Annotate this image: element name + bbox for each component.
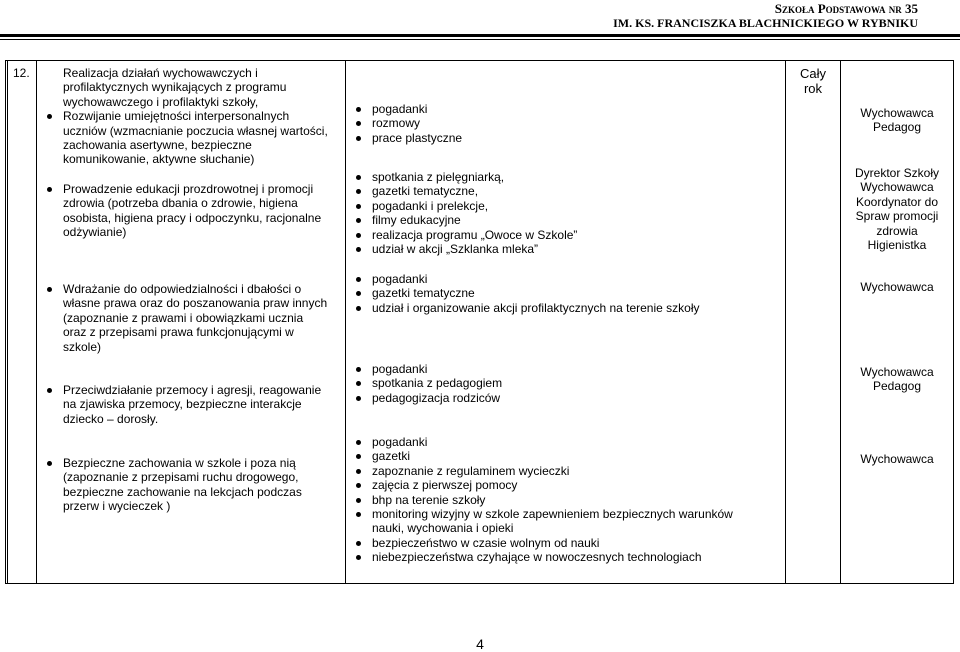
row-number: 12. xyxy=(13,66,30,80)
method-item: udział w akcji „Szklanka mleka” xyxy=(350,242,782,256)
table-border-top xyxy=(5,60,954,61)
method-item: niebezpieczeństwa czyhające w nowoczesnych technologiach xyxy=(350,550,782,564)
header-rule-thick xyxy=(0,34,960,37)
responsible-cell: Wychowawca xyxy=(860,280,934,294)
methods-cell xyxy=(350,102,782,145)
method-item: zajęcia z pierwszej pomocy xyxy=(350,478,782,492)
table-border-left-inner xyxy=(7,60,8,584)
table-border-bottom xyxy=(5,583,954,584)
task-item: Bezpieczne zachowania w szkole i poza nią (zapoznanie z przepisami ruchu drogowego, bezpieczne zachowanie na lekcjach podczas przerw i wycieczek ) xyxy=(41,456,343,514)
tasks-cell xyxy=(41,182,343,240)
method-item: realizacja programu „Owoce w Szkole” xyxy=(350,228,782,242)
method-item: bhp na terenie szkoły xyxy=(350,493,782,507)
methods-cell xyxy=(350,435,782,565)
method-item: prace plastyczne xyxy=(350,131,782,145)
method-item: filmy edukacyjne xyxy=(350,213,782,227)
table-border-left xyxy=(5,60,6,584)
method-item: pogadanki xyxy=(350,272,782,286)
column-divider xyxy=(345,60,346,584)
tasks-intro: Realizacja działań wychowawczych i profilaktycznych wynikających z programu wychowawczego i profilaktyki szkoły, xyxy=(63,66,287,109)
column-divider xyxy=(36,60,37,584)
term-cell: Cały rok xyxy=(799,66,826,96)
method-item: gazetki xyxy=(350,449,782,463)
tasks-cell xyxy=(41,66,343,167)
column-divider xyxy=(840,60,841,584)
methods-cell xyxy=(350,362,782,405)
method-item: spotkania z pedagogiem xyxy=(350,376,782,390)
tasks-cell xyxy=(41,282,343,354)
method-item: bezpieczeństwo w czasie wolnym od nauki xyxy=(350,536,782,550)
header-rule-thin xyxy=(0,39,960,40)
method-item: zapoznanie z regulaminem wycieczki xyxy=(350,464,782,478)
method-item: udział i organizowanie akcji profilaktycznych na terenie szkoły xyxy=(350,301,782,315)
method-item: pogadanki i prelekcje, xyxy=(350,199,782,213)
column-divider xyxy=(785,60,786,584)
school-name: Szkoła Podstawowa nr 35 xyxy=(774,1,918,16)
tasks-cell xyxy=(41,456,343,514)
page-number: 4 xyxy=(476,636,484,652)
method-item: gazetki tematyczne xyxy=(350,286,782,300)
method-item: monitoring wizyjny w szkole zapewnieniem bezpiecznych warunków nauki, wychowania i opieki xyxy=(350,507,782,536)
school-patron: IM. KS. FRANCISZKA BLACHNICKIEGO W RYBNIKU xyxy=(613,16,918,30)
responsible-cell: Dyrektor Szkoły Wychowawca Koordynator do Spraw promocji zdrowia Higienistka xyxy=(854,166,940,253)
task-item: Rozwijanie umiejętności interpersonalnych uczniów (wzmacnianie poczucia własnej wartości, zachowania asertywne, bezpieczne komunikowanie, aktywne słuchanie) xyxy=(41,109,343,167)
method-item: pogadanki xyxy=(350,362,782,376)
method-item: pogadanki xyxy=(350,435,782,449)
responsible-cell: Wychowawca Pedagog xyxy=(860,365,934,394)
method-item: gazetki tematyczne, xyxy=(350,184,782,198)
responsible-cell: Wychowawca xyxy=(860,452,934,466)
methods-cell xyxy=(350,272,782,315)
method-item: pedagogizacja rodziców xyxy=(350,391,782,405)
methods-cell xyxy=(350,170,782,256)
program-table xyxy=(5,60,954,584)
tasks-cell xyxy=(41,383,343,426)
task-item: Wdrażanie do odpowiedzialności i dbałości o własne prawa oraz do poszanowania praw innych (zapoznanie z prawami i obowiązkami ucznia oraz z przepisami prawa funkcjonującymi w szkole) xyxy=(41,282,343,354)
task-item: Prowadzenie edukacji prozdrowotnej i promocji zdrowia (potrzeba dbania o zdrowie, higiena osobista, higiena pracy i odpoczynku, racjonalne odżywianie) xyxy=(41,182,343,240)
task-item: Przeciwdziałanie przemocy i agresji, reagowanie na zjawiska przemocy, bezpieczne interakcje dziecko – dorosły. xyxy=(41,383,343,426)
method-item: rozmowy xyxy=(350,116,782,130)
method-item: pogadanki xyxy=(350,102,782,116)
school-header xyxy=(613,2,918,30)
table-border-right xyxy=(953,60,954,584)
method-item: spotkania z pielęgniarką, xyxy=(350,170,782,184)
responsible-cell: Wychowawca Pedagog xyxy=(860,106,934,135)
